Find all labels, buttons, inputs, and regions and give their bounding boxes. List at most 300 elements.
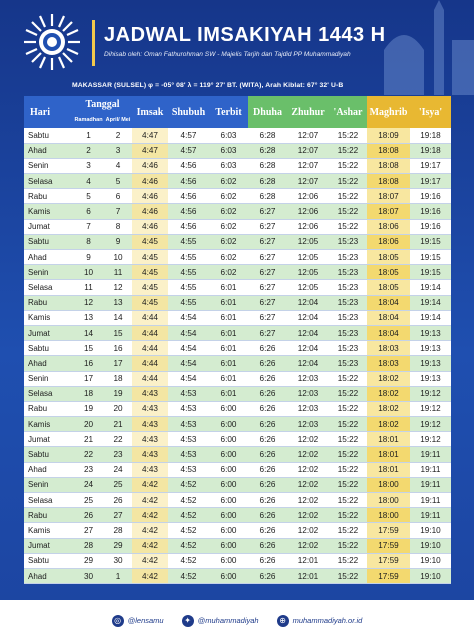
zhuhur-time: 12:04	[287, 295, 329, 310]
zhuhur-time: 12:02	[287, 477, 329, 492]
shubuh-time: 4:55	[168, 280, 209, 295]
shubuh-time: 4:52	[168, 508, 209, 523]
isya-time: 19:18	[410, 143, 451, 158]
table-row	[24, 508, 451, 523]
col-header-tanggal: Tanggal	[73, 96, 132, 112]
dhuha-time: 6:28	[248, 128, 287, 143]
zhuhur-time: 12:01	[287, 568, 329, 583]
ashar-time: 15:22	[329, 128, 367, 143]
maghrib-time: 18:03	[367, 356, 410, 371]
shubuh-time: 4:53	[168, 462, 209, 477]
isya-time: 19:10	[410, 523, 451, 538]
day: Jumat	[24, 325, 73, 340]
imsak-time: 4:42	[132, 508, 168, 523]
shubuh-time: 4:57	[168, 128, 209, 143]
dhuha-time: 6:27	[248, 234, 287, 249]
table-row	[24, 462, 451, 477]
dhuha-time: 6:26	[248, 568, 287, 583]
maghrib-time: 17:59	[367, 553, 410, 568]
col-header-ramadhan: Ramadhan	[73, 112, 104, 128]
dhuha-time: 6:26	[248, 523, 287, 538]
isya-time: 19:16	[410, 189, 451, 204]
zhuhur-time: 12:06	[287, 219, 329, 234]
terbit-time: 6:00	[209, 508, 248, 523]
ramadhan-date: 14	[73, 325, 104, 340]
dhuha-time: 6:27	[248, 219, 287, 234]
maghrib-time: 18:05	[367, 265, 410, 280]
isya-time: 19:15	[410, 265, 451, 280]
maghrib-time: 18:05	[367, 280, 410, 295]
maghrib-time: 18:09	[367, 128, 410, 143]
shubuh-time: 4:56	[168, 158, 209, 173]
table-row	[24, 523, 451, 538]
imsak-time: 4:44	[132, 341, 168, 356]
col-header-shubuh: Shubuh	[168, 96, 209, 128]
ramadhan-date: 19	[73, 401, 104, 416]
shubuh-time: 4:54	[168, 356, 209, 371]
dhuha-time: 6:27	[248, 295, 287, 310]
shubuh-time: 4:53	[168, 447, 209, 462]
imsak-time: 4:43	[132, 432, 168, 447]
ashar-time: 15:22	[329, 462, 367, 477]
col-header-maghrib: Maghrib	[367, 96, 410, 128]
day: Rabu	[24, 401, 73, 416]
zhuhur-time: 12:04	[287, 325, 329, 340]
table-row	[24, 219, 451, 234]
imsak-time: 4:44	[132, 310, 168, 325]
terbit-time: 6:02	[209, 265, 248, 280]
ashar-time: 15:23	[329, 250, 367, 265]
ramadhan-date: 7	[73, 219, 104, 234]
maghrib-time: 18:00	[367, 477, 410, 492]
day: Ahad	[24, 250, 73, 265]
col-header-dhuha: Dhuha	[248, 96, 287, 128]
dhuha-time: 6:26	[248, 386, 287, 401]
imsak-time: 4:45	[132, 295, 168, 310]
imsak-time: 4:45	[132, 234, 168, 249]
dhuha-time: 6:26	[248, 477, 287, 492]
zhuhur-time: 12:07	[287, 158, 329, 173]
table-row	[24, 447, 451, 462]
day: Kamis	[24, 523, 73, 538]
imsak-time: 4:44	[132, 325, 168, 340]
table-row	[24, 158, 451, 173]
imsak-time: 4:45	[132, 265, 168, 280]
ashar-time: 15:23	[329, 356, 367, 371]
zhuhur-time: 12:04	[287, 356, 329, 371]
table-row	[24, 538, 451, 553]
terbit-time: 6:01	[209, 295, 248, 310]
shubuh-time: 4:53	[168, 401, 209, 416]
ramadhan-date: 30	[73, 568, 104, 583]
table-row	[24, 417, 451, 432]
ashar-time: 15:22	[329, 447, 367, 462]
isya-time: 19:15	[410, 250, 451, 265]
maghrib-time: 18:04	[367, 295, 410, 310]
maghrib-time: 18:02	[367, 371, 410, 386]
table-row	[24, 234, 451, 249]
shubuh-time: 4:56	[168, 189, 209, 204]
imsak-time: 4:46	[132, 174, 168, 189]
ashar-time: 15:23	[329, 341, 367, 356]
imsak-time: 4:45	[132, 250, 168, 265]
gregorian-date: 4	[104, 158, 132, 173]
imsak-time: 4:45	[132, 280, 168, 295]
isya-time: 19:12	[410, 386, 451, 401]
day: Jumat	[24, 219, 73, 234]
page-subtitle: Dihisab oleh: Oman Fathurohman SW - Majelis Tarjih dan Tajdid PP Muhammadiyah	[104, 51, 351, 58]
maghrib-time: 18:08	[367, 158, 410, 173]
gregorian-date: 18	[104, 371, 132, 386]
ashar-time: 15:22	[329, 508, 367, 523]
table-row	[24, 553, 451, 568]
website-url: muhammadiyah.or.id	[292, 616, 363, 625]
zhuhur-time: 12:05	[287, 234, 329, 249]
imsak-time: 4:43	[132, 462, 168, 477]
terbit-time: 6:00	[209, 538, 248, 553]
terbit-time: 6:00	[209, 417, 248, 432]
shubuh-time: 4:53	[168, 386, 209, 401]
dhuha-time: 6:27	[248, 265, 287, 280]
maghrib-time: 18:07	[367, 189, 410, 204]
col-header-isya: 'Isya'	[410, 96, 451, 128]
day: Selasa	[24, 493, 73, 508]
zhuhur-time: 12:03	[287, 417, 329, 432]
ashar-time: 15:22	[329, 174, 367, 189]
shubuh-time: 4:55	[168, 234, 209, 249]
isya-time: 19:10	[410, 553, 451, 568]
maghrib-time: 18:01	[367, 447, 410, 462]
dhuha-time: 6:26	[248, 447, 287, 462]
header	[0, 0, 474, 95]
ramadhan-date: 5	[73, 189, 104, 204]
imsak-time: 4:43	[132, 386, 168, 401]
gregorian-date: 11	[104, 265, 132, 280]
terbit-time: 6:00	[209, 568, 248, 583]
maghrib-time: 18:01	[367, 432, 410, 447]
instagram-link[interactable]	[112, 615, 164, 627]
imsak-time: 4:46	[132, 189, 168, 204]
gregorian-date: 23	[104, 447, 132, 462]
terbit-time: 6:00	[209, 447, 248, 462]
terbit-time: 6:00	[209, 401, 248, 416]
gregorian-date: 12	[104, 280, 132, 295]
maghrib-time: 18:02	[367, 401, 410, 416]
zhuhur-time: 12:01	[287, 553, 329, 568]
gregorian-date: 10	[104, 250, 132, 265]
ashar-time: 15:22	[329, 189, 367, 204]
ramadhan-date: 6	[73, 204, 104, 219]
ramadhan-date: 16	[73, 356, 104, 371]
isya-time: 19:12	[410, 401, 451, 416]
maghrib-time: 18:04	[367, 310, 410, 325]
day: Kamis	[24, 204, 73, 219]
terbit-time: 6:02	[209, 174, 248, 189]
gregorian-date: 15	[104, 325, 132, 340]
terbit-time: 6:03	[209, 128, 248, 143]
terbit-time: 6:02	[209, 204, 248, 219]
zhuhur-time: 12:02	[287, 538, 329, 553]
terbit-time: 6:03	[209, 143, 248, 158]
shubuh-time: 4:56	[168, 219, 209, 234]
terbit-time: 6:00	[209, 432, 248, 447]
table-row	[24, 280, 451, 295]
dhuha-time: 6:26	[248, 356, 287, 371]
day: Sabtu	[24, 447, 73, 462]
ramadhan-date: 9	[73, 250, 104, 265]
ramadhan-date: 12	[73, 295, 104, 310]
gregorian-date: 16	[104, 341, 132, 356]
ramadhan-date: 11	[73, 280, 104, 295]
shubuh-time: 4:55	[168, 295, 209, 310]
table-row	[24, 265, 451, 280]
terbit-time: 6:01	[209, 310, 248, 325]
day: Senin	[24, 158, 73, 173]
day: Selasa	[24, 386, 73, 401]
ashar-time: 15:23	[329, 234, 367, 249]
isya-time: 19:11	[410, 477, 451, 492]
gregorian-date: 6	[104, 189, 132, 204]
table-header	[24, 96, 451, 128]
zhuhur-time: 12:02	[287, 447, 329, 462]
imsak-time: 4:47	[132, 128, 168, 143]
day: Selasa	[24, 174, 73, 189]
isya-time: 19:13	[410, 341, 451, 356]
isya-time: 19:12	[410, 417, 451, 432]
isya-time: 19:17	[410, 158, 451, 173]
maghrib-time: 17:59	[367, 523, 410, 538]
maghrib-time: 18:01	[367, 462, 410, 477]
gregorian-date: 7	[104, 204, 132, 219]
maghrib-time: 18:06	[367, 234, 410, 249]
gregorian-date: 1	[104, 568, 132, 583]
day: Jumat	[24, 538, 73, 553]
maghrib-time: 17:59	[367, 538, 410, 553]
isya-time: 19:16	[410, 204, 451, 219]
day: Ahad	[24, 143, 73, 158]
table-row	[24, 250, 451, 265]
col-header-zhuhur: Zhuhur	[287, 96, 329, 128]
gregorian-date: 28	[104, 523, 132, 538]
maghrib-time: 18:08	[367, 174, 410, 189]
dhuha-time: 6:26	[248, 493, 287, 508]
day: Senin	[24, 371, 73, 386]
table-row	[24, 568, 451, 583]
isya-time: 19:18	[410, 128, 451, 143]
gregorian-date: 20	[104, 401, 132, 416]
isya-time: 19:11	[410, 462, 451, 477]
terbit-time: 6:00	[209, 477, 248, 492]
ashar-time: 15:22	[329, 158, 367, 173]
maghrib-time: 18:08	[367, 143, 410, 158]
shubuh-time: 4:52	[168, 553, 209, 568]
dhuha-time: 6:26	[248, 538, 287, 553]
imsak-time: 4:42	[132, 568, 168, 583]
zhuhur-time: 12:06	[287, 204, 329, 219]
terbit-time: 6:00	[209, 493, 248, 508]
day: Ahad	[24, 356, 73, 371]
dhuha-time: 6:28	[248, 174, 287, 189]
ramadhan-date: 15	[73, 341, 104, 356]
dhuha-time: 6:26	[248, 432, 287, 447]
terbit-time: 6:02	[209, 250, 248, 265]
mosque-silhouette-icon	[364, 0, 474, 95]
isya-time: 19:11	[410, 493, 451, 508]
day: Ahad	[24, 462, 73, 477]
imsak-time: 4:42	[132, 523, 168, 538]
isya-time: 19:11	[410, 508, 451, 523]
isya-time: 19:17	[410, 174, 451, 189]
isya-time: 19:12	[410, 432, 451, 447]
terbit-time: 6:01	[209, 341, 248, 356]
zhuhur-time: 12:07	[287, 174, 329, 189]
website-link[interactable]	[277, 615, 363, 627]
day: Rabu	[24, 508, 73, 523]
imsak-time: 4:46	[132, 204, 168, 219]
col-header-terbit: Terbit	[209, 96, 248, 128]
imsak-time: 4:43	[132, 401, 168, 416]
zhuhur-time: 12:05	[287, 265, 329, 280]
shubuh-time: 4:56	[168, 204, 209, 219]
shubuh-time: 4:52	[168, 538, 209, 553]
terbit-time: 6:01	[209, 280, 248, 295]
ashar-time: 15:23	[329, 280, 367, 295]
dhuha-time: 6:27	[248, 250, 287, 265]
zhuhur-time: 12:04	[287, 310, 329, 325]
table-row	[24, 493, 451, 508]
table-row	[24, 325, 451, 340]
gregorian-date: 21	[104, 417, 132, 432]
terbit-time: 6:01	[209, 356, 248, 371]
maghrib-time: 18:07	[367, 204, 410, 219]
ramadhan-date: 22	[73, 447, 104, 462]
zhuhur-time: 12:02	[287, 432, 329, 447]
isya-time: 19:10	[410, 568, 451, 583]
shubuh-time: 4:54	[168, 371, 209, 386]
terbit-time: 6:01	[209, 386, 248, 401]
maghrib-time: 17:59	[367, 568, 410, 583]
terbit-time: 6:03	[209, 158, 248, 173]
twitter-icon: ✦	[182, 615, 194, 627]
zhuhur-time: 12:02	[287, 508, 329, 523]
maghrib-time: 18:04	[367, 325, 410, 340]
zhuhur-time: 12:05	[287, 250, 329, 265]
terbit-time: 6:01	[209, 371, 248, 386]
twitter-link[interactable]	[182, 615, 259, 627]
gregorian-date: 13	[104, 295, 132, 310]
ramadhan-date: 21	[73, 432, 104, 447]
ashar-time: 15:23	[329, 295, 367, 310]
gregorian-date: 30	[104, 553, 132, 568]
gregorian-date: 5	[104, 174, 132, 189]
imsak-time: 4:42	[132, 493, 168, 508]
ramadhan-date: 25	[73, 493, 104, 508]
col-header-hari: Hari	[24, 96, 73, 128]
globe-icon: ⊕	[277, 615, 289, 627]
imsak-time: 4:44	[132, 356, 168, 371]
dhuha-time: 6:26	[248, 553, 287, 568]
table-row	[24, 174, 451, 189]
shubuh-time: 4:53	[168, 417, 209, 432]
instagram-handle: @lensamu	[127, 616, 164, 625]
isya-time: 19:14	[410, 295, 451, 310]
ashar-time: 15:22	[329, 493, 367, 508]
zhuhur-time: 12:02	[287, 462, 329, 477]
ashar-time: 15:22	[329, 538, 367, 553]
ramadhan-date: 28	[73, 538, 104, 553]
gregorian-date: 19	[104, 386, 132, 401]
location-info: MAKASSAR (SULSEL) φ = -05° 08' λ = 119° 27' BT. (WITA), Arah Kiblat: 67° 32' U-B	[72, 82, 344, 89]
ramadhan-date: 4	[73, 174, 104, 189]
dhuha-time: 6:26	[248, 341, 287, 356]
day: Rabu	[24, 189, 73, 204]
dhuha-time: 6:26	[248, 508, 287, 523]
imsak-time: 4:42	[132, 477, 168, 492]
schedule-table	[24, 96, 451, 584]
ashar-time: 15:22	[329, 401, 367, 416]
ashar-time: 15:23	[329, 325, 367, 340]
shubuh-time: 4:53	[168, 432, 209, 447]
col-header-ashar: 'Ashar	[329, 96, 367, 128]
zhuhur-time: 12:03	[287, 386, 329, 401]
shubuh-time: 4:56	[168, 174, 209, 189]
ashar-time: 15:22	[329, 417, 367, 432]
day: Sabtu	[24, 553, 73, 568]
imsak-time: 4:43	[132, 447, 168, 462]
ashar-time: 15:22	[329, 432, 367, 447]
maghrib-time: 18:00	[367, 508, 410, 523]
gregorian-date: 26	[104, 493, 132, 508]
day: Kamis	[24, 417, 73, 432]
gregorian-date: 25	[104, 477, 132, 492]
table-row	[24, 295, 451, 310]
terbit-time: 6:00	[209, 553, 248, 568]
gregorian-date: 8	[104, 219, 132, 234]
ashar-time: 15:22	[329, 371, 367, 386]
isya-time: 19:16	[410, 219, 451, 234]
maghrib-time: 18:02	[367, 386, 410, 401]
table-row	[24, 310, 451, 325]
dhuha-time: 6:28	[248, 158, 287, 173]
shubuh-time: 4:55	[168, 265, 209, 280]
table-row	[24, 477, 451, 492]
table-body	[24, 128, 451, 584]
table-row	[24, 143, 451, 158]
col-header-imsak: Imsak	[132, 96, 168, 128]
gregorian-date: 22	[104, 432, 132, 447]
ramadhan-date: 26	[73, 508, 104, 523]
gregorian-date: 29	[104, 538, 132, 553]
imsak-time: 4:47	[132, 143, 168, 158]
maghrib-time: 18:02	[367, 417, 410, 432]
table-row	[24, 432, 451, 447]
maghrib-time: 18:05	[367, 250, 410, 265]
day: Sabtu	[24, 341, 73, 356]
ramadhan-date: 8	[73, 234, 104, 249]
dhuha-time: 6:26	[248, 401, 287, 416]
col-header-april-mei: April/ Mei	[104, 112, 132, 128]
terbit-time: 6:02	[209, 234, 248, 249]
ramadhan-date: 10	[73, 265, 104, 280]
ashar-time: 15:22	[329, 386, 367, 401]
zhuhur-time: 12:02	[287, 493, 329, 508]
maghrib-time: 18:03	[367, 341, 410, 356]
zhuhur-time: 12:02	[287, 523, 329, 538]
maghrib-time: 18:06	[367, 219, 410, 234]
dhuha-time: 6:27	[248, 310, 287, 325]
ashar-time: 15:22	[329, 477, 367, 492]
gregorian-date: 3	[104, 143, 132, 158]
